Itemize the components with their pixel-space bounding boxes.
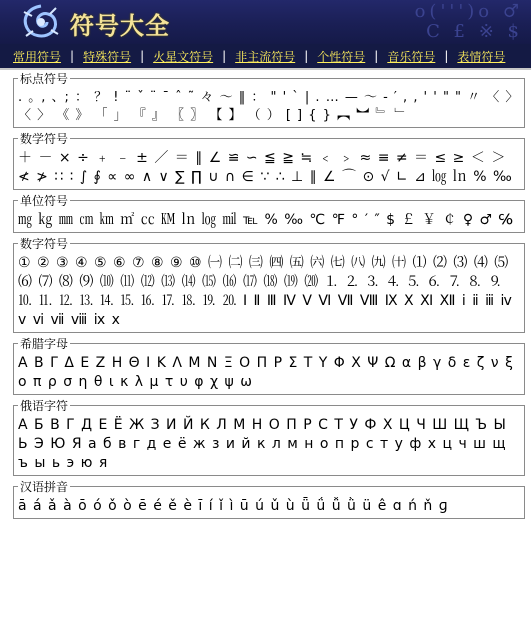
site-header [0, 0, 531, 44]
section-title: 数字符号 [20, 237, 69, 251]
section-russian-letters [13, 397, 525, 476]
nav-nonmainstream-symbols[interactable]: 非主流符号 [235, 49, 296, 64]
section-title: 数学符号 [20, 132, 69, 146]
header-decoration: o(''')o ♂ C £ ※ $ [414, 1, 523, 42]
symbol-content [0, 70, 531, 519]
symbol-list[interactable]: Α Β Γ Δ Ε Ζ Η Θ Ι Κ Λ Μ Ν Ξ Ο Π Ρ Σ Τ Υ Φ Χ Ψ Ω α β γ δ ε ζ ν ξ ο π ρ σ η θ ι κ λ μ τ υ φ χ ψ ω [18, 355, 513, 390]
symbol-list[interactable]: . 。, 、; ： ？ ! ¨ ˇ ¨ ˉ ˆ ˜ 々 ～ ‖ ： " ' ` | . … — ～ - ′ , ‚ ' ' " " 〃 〈 〉 〈 〉 《 》 「 」 『 』 〖 〗 【 】 （ ） [ ] { } ︻ ︼ ﹄ ﹂ [18, 90, 519, 123]
logo-swirl-icon [18, 2, 64, 42]
section-title: 标点符号 [20, 72, 69, 86]
section-title: 汉语拼音 [20, 480, 69, 494]
nav-personal-symbols[interactable]: 个性符号 [317, 49, 366, 64]
nav-special-symbols[interactable]: 特殊符号 [83, 49, 132, 64]
section-pinyin [13, 478, 525, 519]
symbol-list[interactable]: А Б В Г Д Е Ё Ж З И Й К Л М Н О П Р С Т У Ф Х Ц Ч Ш Щ Ъ Ы Ь Э Ю Я а б в г д е ё ж з и й к л м н о п р с т у ф х ц ч ш щ ъ ы ь э ю я [18, 417, 506, 471]
section-greek-letters [13, 335, 525, 395]
section-punctuation [13, 70, 525, 128]
nav-emoticon-symbols[interactable]: 表情符号 [457, 49, 506, 64]
symbol-list[interactable]: ㎎ ㎏ ㎜ ㎝ ㎞ ㎡ ㏄ ㏎ ㏑ ㏒ ㏕ ℡ % ‰ ℃ ℉ ° ′ ″ $ ￡ ￥ ￠ ♀ ♂ ℅ [18, 212, 513, 228]
nav-music-symbols[interactable]: 音乐符号 [387, 49, 436, 64]
section-title: 单位符号 [20, 194, 69, 208]
symbol-list[interactable]: ā á ǎ à ō ó ǒ ò ē é ě è ī í ǐ ì ū ú ǔ ù ǖ ǘ ǚ ǜ ü ê ɑ ń ň ɡ [18, 498, 448, 514]
section-math-symbols [13, 130, 525, 190]
site-title: 符号大全 [70, 12, 170, 40]
section-title: 俄语字符 [20, 399, 69, 413]
nav-common-symbols[interactable]: 常用符号 [13, 49, 62, 64]
section-title: 希腊字母 [20, 337, 69, 351]
section-number-symbols [13, 235, 525, 333]
top-nav: 常用符号 | 特殊符号 | 火星文符号 | 非主流符号 | 个性符号 | 音乐符号 | 表情符号 [0, 44, 531, 70]
symbol-list[interactable]: ＋ － × ÷ ﹢ ﹣ ± ／ ＝ ∥ ∠ ≌ ∽ ≦ ≧ ≒ ﹤ ﹥ ≈ ≡ ≠ ＝ ≤ ≥ ＜ ＞ ≮ ≯ ∷ ∶ ∫ ∮ ∝ ∞ ∧ ∨ ∑ ∏ ∪ ∩ ∈ ∵ ∴ ⊥ ∥ ∠ ⌒ ⊙ √ ∟ ⊿ ㏒ ㏑ % ‰ [18, 150, 512, 185]
section-unit-symbols [13, 192, 525, 233]
symbol-list[interactable]: ① ② ③ ④ ⑤ ⑥ ⑦ ⑧ ⑨ ⑩ ㈠ ㈡ ㈢ ㈣ ㈤ ㈥ ㈦ ㈧ ㈨ ㈩ ⑴ ⑵ ⑶ ⑷ ⑸ ⑹ ⑺ ⑻ ⑼ ⑽ ⑾ ⑿ ⒀ ⒁ ⒂ ⒃ ⒄ ⒅ ⒆ ⒇ ⒈ ⒉ ⒊ ⒋ ⒌ ⒍ ⒎ ⒏ ⒐ ⒑ ⒒ ⒓ ⒔ ⒕ ⒖ ⒗ ⒘ ⒙ ⒚ ⒛ Ⅰ Ⅱ Ⅲ Ⅳ Ⅴ Ⅵ Ⅶ Ⅷ Ⅸ Ⅹ Ⅺ Ⅻ ⅰ ⅱ ⅲ ⅳ ⅴ ⅵ ⅶ ⅷ ⅸ ⅹ [18, 255, 512, 328]
nav-martian-symbols[interactable]: 火星文符号 [153, 49, 214, 64]
